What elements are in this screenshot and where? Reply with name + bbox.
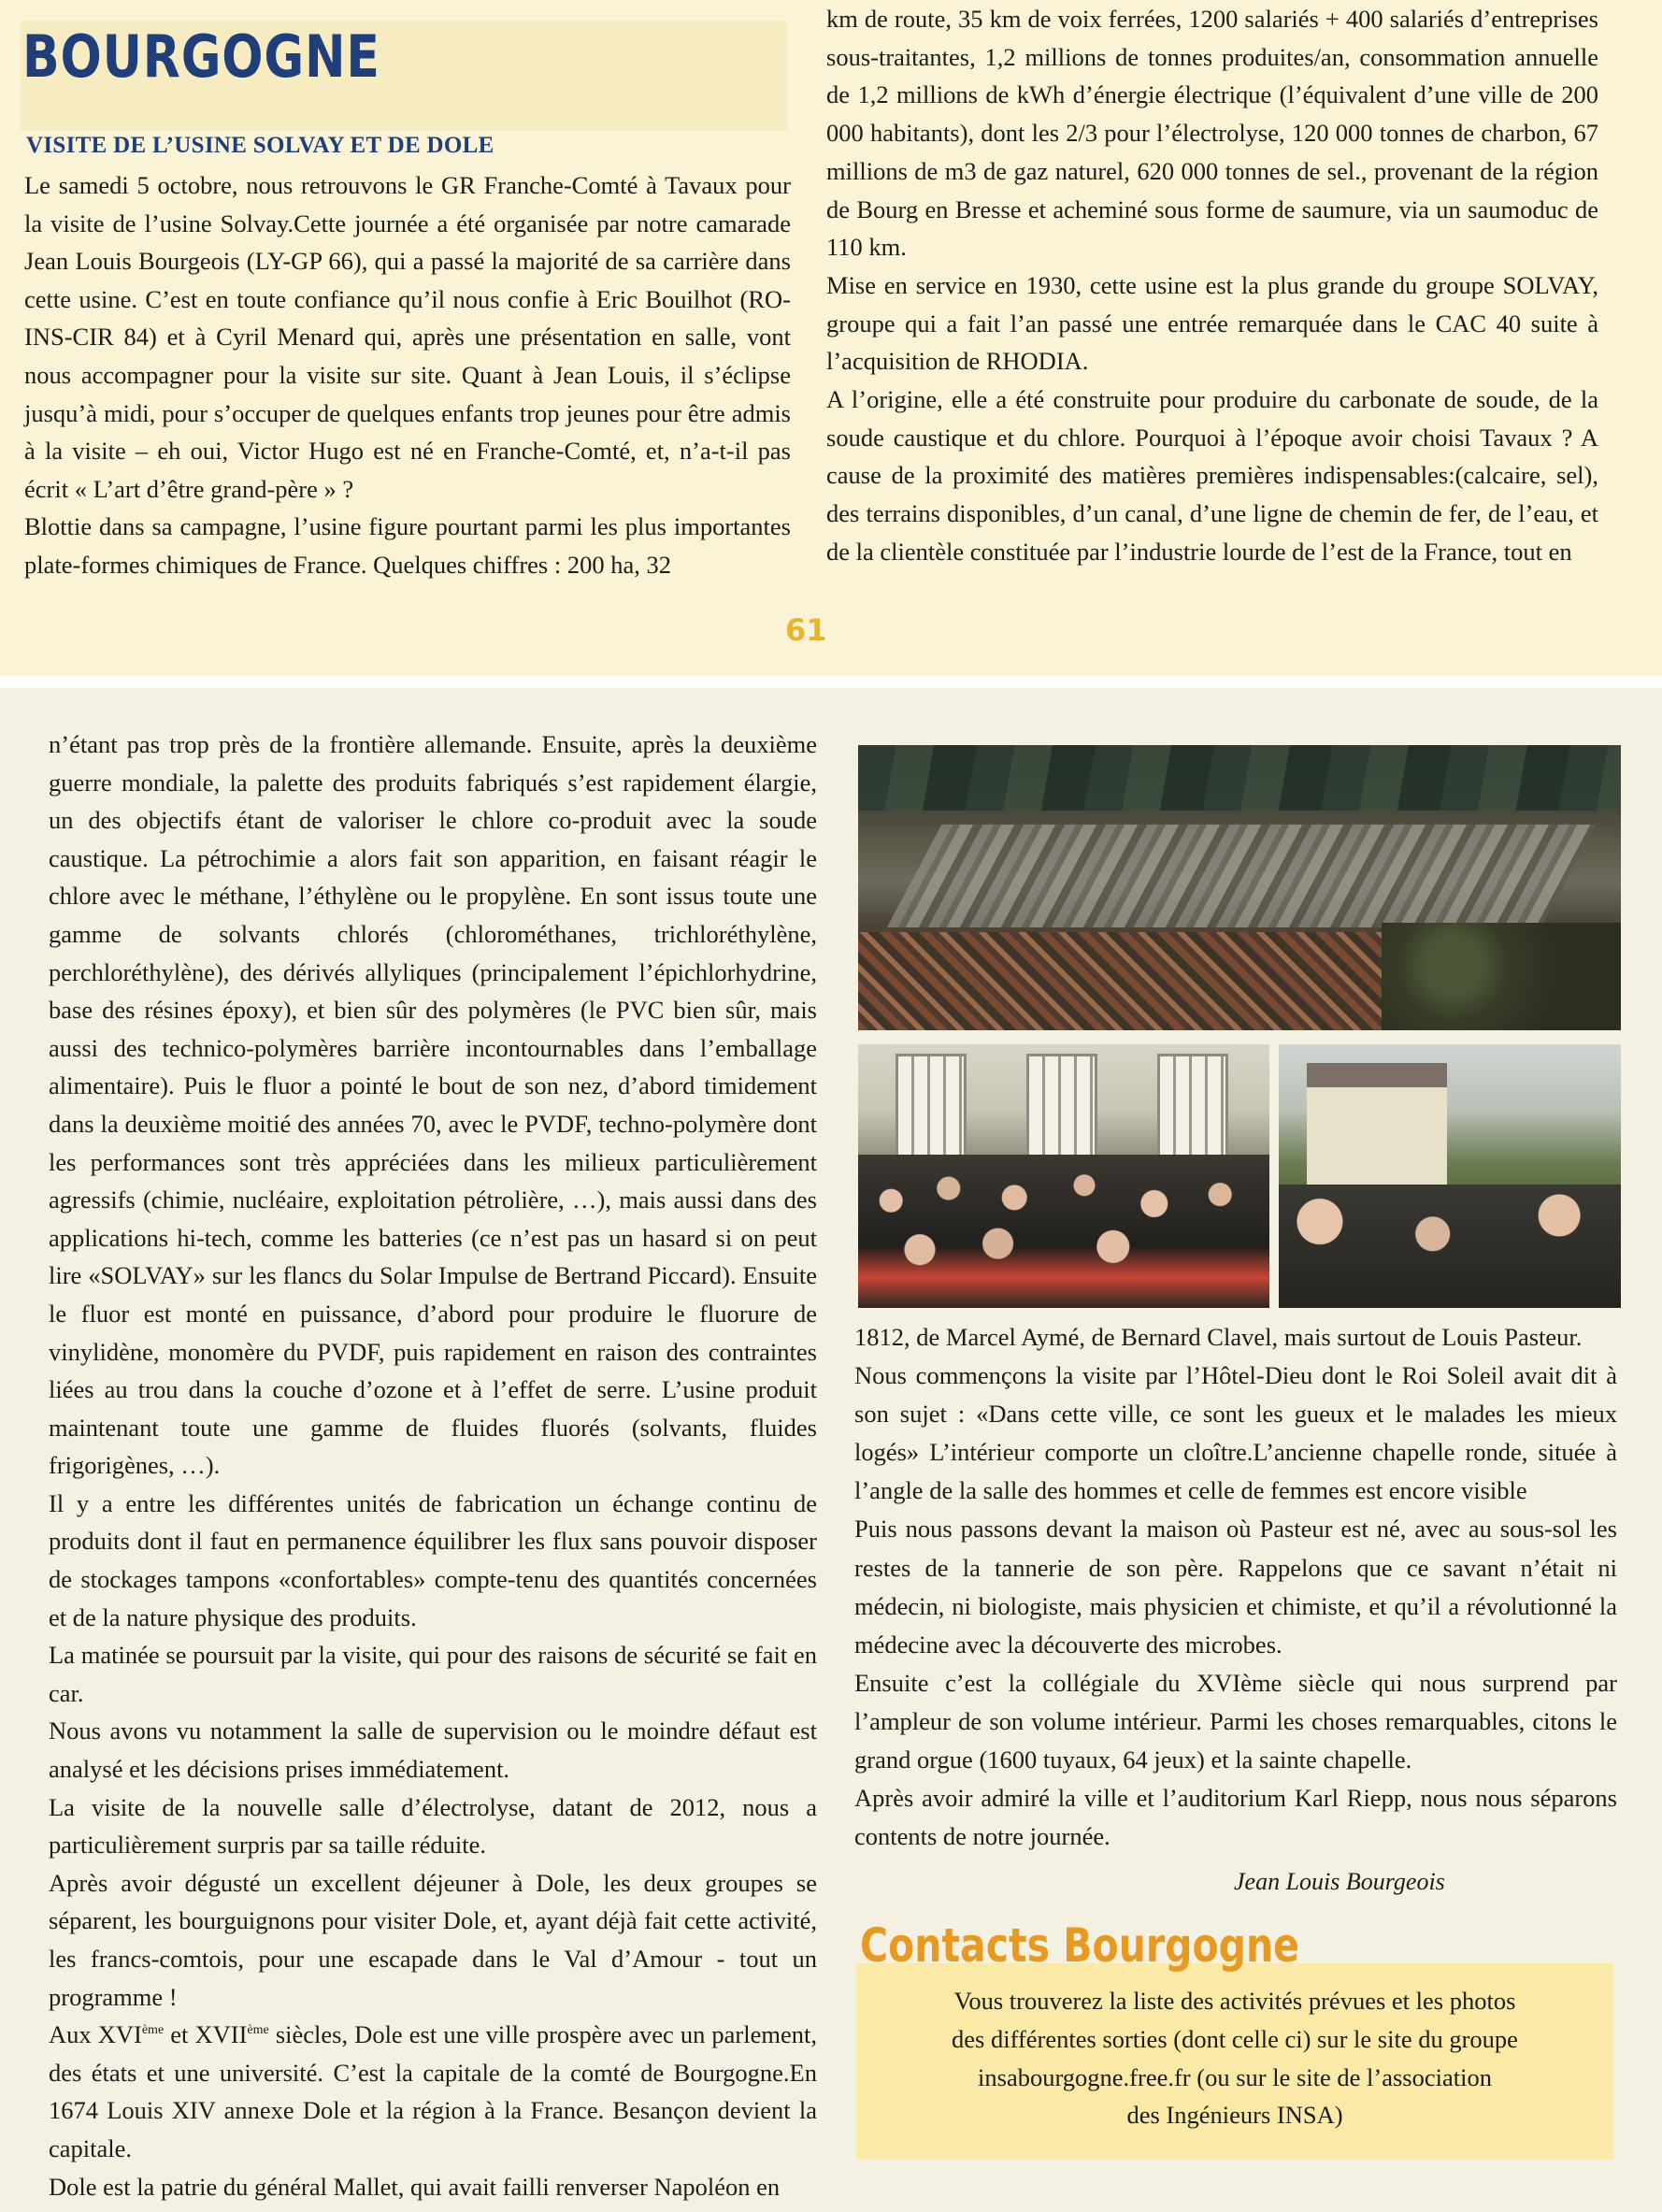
page-separator: [0, 676, 1662, 688]
paragraph: Ensuite c’est la collégiale du XVIème siècle qui nous surprend par l’ampleur de son volume intérieur. Parmi les choses remarquables, citons le grand orgue (1600 tuyaux, 64 jeux) et la sainte chapelle.: [854, 1668, 1617, 1774]
masthead-title: BOURGOGNE: [22, 22, 380, 91]
contacts-text: [856, 1982, 1613, 2134]
contacts-title: Contacts Bourgogne: [860, 1918, 1299, 1973]
paragraph: Après avoir admiré la ville et l’auditorium Karl Riepp, nous nous séparons contents de notre journée.: [854, 1784, 1617, 1851]
contacts-line: des Ingénieurs INSA): [1126, 2101, 1343, 2130]
text-run: siècles, Dole est une ville prospère avec un parlement, des états et une université. C’est la capitale de la comté de Bourgogne.En 1674 Louis XIV annexe Dole et la région à la France. Besançon devient la capitale.: [49, 2020, 817, 2162]
photo-factory: [887, 825, 1596, 927]
bottom-right-column: [854, 1318, 1617, 1856]
text-run: et XVII: [164, 2020, 248, 2049]
paragraph: A l’origine, elle a été construite pour produire du carbonate de soude, de la soude caustique et du chlore. Pourquoi à l’époque avoir choisi Tavaux ? A cause de la proximité des matières premières indispensables:(calcaire, sel), des terrains disponibles, d’un canal, d’une ligne de chemin de fer, de l’eau, et de la clientèle constituée par l’industrie lourde de l’est de la France, tout en: [826, 385, 1598, 566]
author-signature: Jean Louis Bourgeois: [1234, 1868, 1445, 1895]
contacts-line: des différentes sorties (dont celle ci) sur le site du groupe: [952, 2024, 1518, 2053]
paragraph: Puis nous passons devant la maison où Pasteur est né, avec au sous-sol les restes de la tannerie de son père. Rappelons que ce savant n’était ni médecin, ni biologiste, mais physicien et chimiste, et qu’il a révolutionné la médecine avec la découverte des microbes.: [854, 1515, 1617, 1659]
paragraph: km de route, 35 km de voix ferrées, 1200 salariés + 400 salariés d’entreprises sous-traitantes, 1,2 millions de tonnes produites/an, consommation annuelle de 1,2 millions de kWh d’énergie électrique (l’équivalent d’une ville de 200 000 habitants), dont les 2/3 pour l’électrolyse, 120 000 tonnes de charbon, 67 millions de m3 de gaz naturel, 620 000 tonnes de sel., provenant de la région de Bourg en Bresse et acheminé sous forme de saumure, via un saumoduc de 110 km.: [826, 5, 1598, 262]
paragraph: n’étant pas trop près de la frontière allemande. Ensuite, après la deuxième guerre mondiale, la palette des produits fabriqués s’est rapidement élargie, un des objectifs étant de valoriser le chlore co-produit avec la soude caustique. La pétrochimie a alors fait son apparition, en faisant réagir le chlore avec le méthane, l’éthylène ou le propylène. En sont issus toute une gamme de solvants chlorés (chlorométhanes, trichloréthylène, perchloréthylène), des dérivés allyliques (principalement l’épichlorhydrine, base des résines époxy), et bien sûr des polymères (le PVC bien sûr, mais aussi des technico-polymères barrière incontournables dans l’emballage alimentaire). Puis le fluor a pointé le bout de son nez, d’abord timidement dans la deuxième moitié des années 70, avec le PVDF, techno-polymère dont les performances sont très appréciées dans les milieux particulièrement agressifs (chimie, nucléaire, exploitation pétrolière, …), mais aussi dans des applications hi-tech, comme les batteries (ce n’est pas un hasard si on peut lire «SOLVAY» sur les flancs du Solar Impulse de Bertrand Piccard). Ensuite le fluor est monté en puissance, d’abord pour produire le fluorure de vinylidène, monomère du PVDF, puis rapidement en raison des contraintes liées au trou dans la couche d’ozone et à l’effet de serre. L’usine produit maintenant toute une gamme de fluides fluorés (solvants, fluides frigorigènes, …).: [49, 730, 817, 1480]
photo-house: [1307, 1063, 1447, 1190]
photo-town: [858, 932, 1382, 1030]
paragraph: Nous avons vu notamment la salle de supervision ou le moindre défaut est analysé et les décisions prises immédiatement.: [49, 1716, 817, 1784]
top-left-column: [24, 166, 791, 584]
photo-audience: [858, 1155, 1269, 1308]
paragraph: Il y a entre les différentes unités de fabrication un échange continu de produits dont il faut en permanence équilibrer les flux sans pouvoir disposer de stockages tampons «confortables» compte-tenu des quantités concernées et de la nature physique des produits.: [49, 1488, 817, 1631]
text-run: Aux XVI: [49, 2020, 142, 2049]
paragraph: Le samedi 5 octobre, nous retrouvons le GR Franche-Comté à Tavaux pour la visite de l’usine Solvay.Cette journée a été organisée par notre camarade Jean Louis Bourgeois (LY-GP 66), qui a passé la majorité de sa carrière dans cette usine. C’est en toute confiance qu’il nous confie à Eric Bouilhot (RO-INS-CIR 84) et à Cyril Menard qui, après une présentation en salle, vont nous accompagner pour la visite sur site. Quant à Jean Louis, il s’éclipse jusqu’à midi, pour s’occuper de quelques enfants trop jeunes pour être admis à la visite – eh oui, Victor Hugo est né en Franche-Comté, et, n’a-t-il pas écrit « L’art d’être grand-père » ?: [24, 171, 791, 503]
paragraph: Blottie dans sa campagne, l’usine figure pourtant parmi les plus importantes plate-formes chimiques de France. Quelques chiffres : 200 ha, 32: [24, 512, 791, 579]
paragraph: Dole est la patrie du général Mallet, qui avait failli renverser Napoléon en: [49, 2172, 781, 2201]
paragraph: La visite de la nouvelle salle d’électrolyse, datant de 2012, nous a particulièrement surpris par sa taille réduite.: [49, 1792, 817, 1860]
presentation-room-photo: [858, 1044, 1269, 1308]
page-number: 61: [785, 612, 827, 648]
top-right-column: [826, 0, 1598, 571]
superscript: ème: [141, 2023, 165, 2038]
paragraph: La matinée se poursuit par la visite, qui pour des raisons de sécurité se fait en car.: [49, 1641, 817, 1707]
photo-visitors: [1279, 1185, 1621, 1308]
contacts-line: insabourgogne.free.fr (ou sur le site de l’association: [978, 2062, 1492, 2091]
paragraph: Après avoir dégusté un excellent déjeuner à Dole, les deux groupes se séparent, les bourguignons pour visiter Dole, et, ayant déjà fait cette activité, les francs-comtois, pour une escapade dans le Val d’Amour - tout un programme !: [49, 1868, 817, 2011]
contacts-line: Vous trouverez la liste des activités prévues et les photos: [953, 1987, 1516, 2015]
paragraph: 1812, de Marcel Aymé, de Bernard Clavel, mais surtout de Louis Pasteur.: [854, 1323, 1583, 1351]
photo-fields: [858, 745, 1621, 811]
photo-forest: [1382, 923, 1621, 1030]
bottom-left-column: [49, 725, 817, 2205]
superscript: ème: [247, 2023, 269, 2038]
centuries-paragraph: [49, 2016, 817, 2167]
aerial-plant-photo: [858, 745, 1621, 1030]
paragraph: Nous commençons la visite par l’Hôtel-Dieu dont le Roi Soleil avait dit à son sujet : «Dans cette ville, ce sont les gueux et le malades les mieux logés» L’intérieur comporte un cloître.L’ancienne chapelle ronde, située à l’angle de la salle des hommes et celle de femmes est encore visible: [854, 1361, 1617, 1505]
article-title: VISITE DE L’USINE SOLVAY ET DE DOLE: [26, 133, 494, 158]
paragraph: Mise en service en 1930, cette usine est la plus grande du groupe SOLVAY, groupe qui a fait l’an passé une entrée remarquée dans le CAC 40 suite à l’acquisition de RHODIA.: [826, 270, 1598, 376]
garden-visit-photo: [1279, 1044, 1621, 1308]
